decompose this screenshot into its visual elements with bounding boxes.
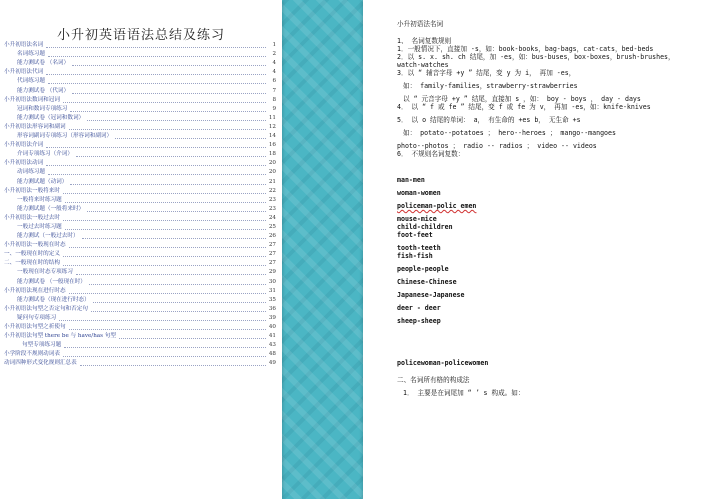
toc-entry-label: 小升初语法数词和冠词 xyxy=(4,96,60,103)
rule-line: 2．以 s. x. sh. ch 结尾，加 -es，如：bus-buses，box-boxes，brush-brushes， xyxy=(397,53,675,61)
toc-entry-label: 能力测试卷 （代词） xyxy=(17,87,70,94)
toc-leader-dots xyxy=(65,201,266,203)
toc-entry[interactable] xyxy=(4,305,276,314)
toc-leader-dots xyxy=(87,119,266,121)
toc-leader-dots xyxy=(63,192,266,194)
rule-line: 如： family-families，strawberry-strawberries xyxy=(403,82,578,90)
toc-entry-label: 小升初语法句型 there be 与 have/has 句型 xyxy=(4,333,116,340)
irregular-item: policewoman-policewomen xyxy=(397,359,489,367)
toc-leader-dots xyxy=(63,255,266,257)
irregular-item: people-people xyxy=(397,265,449,273)
toc-leader-dots xyxy=(48,55,266,57)
toc-entry-page: 31 xyxy=(268,287,276,294)
toc-leader-dots xyxy=(46,46,266,48)
irregular-item: tooth-teeth xyxy=(397,244,441,252)
toc-entry-label: 小升初语法一般现在时态 xyxy=(4,242,66,249)
irregular-item: deer - deer xyxy=(397,304,441,312)
rule-line: 3．以 “ 辅音字母 +y ” 结尾，变 y 为 i， 再加 -es， xyxy=(397,69,576,77)
toc-entry[interactable] xyxy=(4,141,276,150)
toc-entry-label: 形容词副词专项练习（形容词和副词） xyxy=(17,133,113,140)
toc-entry-label: 小升初语法一般过去时 xyxy=(4,214,60,221)
toc-entry-label: 二、一般现在时的结构 xyxy=(4,260,60,267)
toc-entry[interactable] xyxy=(4,223,276,232)
toc-leader-dots xyxy=(93,301,266,303)
toc-entry[interactable] xyxy=(4,96,276,105)
toc-entry-page: 39 xyxy=(268,314,276,321)
toc-entry[interactable] xyxy=(4,241,276,250)
toc-leader-dots xyxy=(72,92,266,94)
toc-entry[interactable] xyxy=(4,123,276,132)
rule-line: 6． 不规则名词复数： xyxy=(397,150,465,158)
toc-entry-label: 能力测试卷（现在进行时态） xyxy=(17,296,90,303)
toc-leader-dots xyxy=(76,273,266,275)
toc-entry-label: 一、一般现在时的定义 xyxy=(4,251,60,258)
toc-entry-page: 11 xyxy=(268,114,276,121)
toc-entry[interactable] xyxy=(4,132,276,141)
toc-entry-label: 能力测试卷 （名词） xyxy=(17,60,70,67)
toc-entry-page: 9 xyxy=(272,105,276,112)
toc-entry[interactable] xyxy=(4,277,276,286)
toc-entry-label: 小升初语法一般将来时 xyxy=(4,187,60,194)
toc-entry-label: 动词四种形式变化规则汇总表 xyxy=(4,360,77,367)
toc-entry-label: 冠词和数词专项练习 xyxy=(17,105,68,112)
toc-leader-dots xyxy=(82,237,266,239)
irregular-item: fish-fish xyxy=(397,252,433,260)
toc-entry-page: 20 xyxy=(268,169,276,176)
toc-entry-label: 一般将来时练习题 xyxy=(17,196,62,203)
toc-leader-dots xyxy=(69,128,266,130)
toc-entry-page: 23 xyxy=(268,196,276,203)
irregular-item: Chinese-Chinese xyxy=(397,278,457,286)
toc-leader-dots xyxy=(63,264,266,266)
toc-entry-page: 35 xyxy=(268,296,276,303)
toc-entry-page: 21 xyxy=(268,178,276,185)
toc-entry-label: 一般过去时练习题 xyxy=(17,223,62,230)
toc-leader-dots xyxy=(63,101,266,103)
toc-leader-dots xyxy=(70,110,266,112)
toc-entry-label: 小升初语法句型之否定句和否定句 xyxy=(4,305,88,312)
toc-entry-page: 49 xyxy=(268,360,276,367)
toc-entry-page: 30 xyxy=(268,278,276,285)
toc-entry-label: 小升初语法名词 xyxy=(4,42,44,49)
toc-entry-label: 小学阶段不规则动词表 xyxy=(4,351,60,358)
toc-entry-label: 能力测试题（动词） xyxy=(17,178,68,185)
toc-leader-dots xyxy=(91,310,266,312)
toc-entry-page: 40 xyxy=(268,324,276,330)
toc-leader-dots xyxy=(64,346,266,348)
toc-leader-dots xyxy=(80,364,266,366)
toc-entry[interactable] xyxy=(4,177,276,186)
toc-entry[interactable] xyxy=(4,150,276,159)
toc-leader-dots xyxy=(69,328,266,330)
toc-entry-label: 小升初语法现在进行时态 xyxy=(4,287,66,294)
content-heading: 小升初语法名词 xyxy=(397,20,444,28)
toc-entry-label: 小升初语法代词 xyxy=(4,69,44,76)
rule-line: 1．一般情况下，直接加 -s，如：book-books，bag-bags，cat-cats，bed-beds xyxy=(397,45,654,53)
toc-entry[interactable] xyxy=(4,287,276,296)
toc-entry[interactable] xyxy=(4,41,276,50)
toc-entry-page: 24 xyxy=(268,214,276,221)
toc-leader-dots xyxy=(65,228,266,230)
toc-entry[interactable] xyxy=(4,86,276,95)
rule-line: photo--photos ； radio -- radios ； video -- videos xyxy=(397,142,597,150)
toc-entry-page: 43 xyxy=(268,342,276,349)
toc-entry-page: 27 xyxy=(268,242,276,249)
toc-entry[interactable] xyxy=(4,296,276,305)
toc-leader-dots xyxy=(87,210,266,212)
toc-entry-page: 1 xyxy=(272,42,276,49)
toc-entry[interactable] xyxy=(4,114,276,123)
toc-leader-dots xyxy=(72,64,266,66)
toc-entry-label: 能力测试卷 （一般现在时） xyxy=(17,278,86,285)
toc-entry-page: 27 xyxy=(268,260,276,267)
toc-entry-label: 代词练习题 xyxy=(17,78,45,85)
toc-entry-label: 能力测试题（一般将来时） xyxy=(17,205,85,212)
toc-entry-page: 14 xyxy=(268,133,276,140)
irregular-item: sheep-sheep xyxy=(397,317,441,325)
toc-entry[interactable] xyxy=(4,77,276,86)
toc-entry[interactable] xyxy=(4,50,276,59)
toc-entry-page: 7 xyxy=(272,87,276,94)
toc-leader-dots xyxy=(46,164,266,166)
toc-entry-page: 2 xyxy=(272,51,276,58)
section-title: 1、 名词复数规则 xyxy=(397,37,452,45)
toc-entry-label: 名词练习题 xyxy=(17,51,45,58)
toc-entry[interactable] xyxy=(4,259,276,268)
toc-title: 小升初英语语法总结及练习 xyxy=(56,28,225,43)
toc-entry-label: 动词练习题 xyxy=(17,169,45,176)
toc-entry[interactable] xyxy=(4,332,276,341)
toc-leader-dots xyxy=(115,137,266,139)
toc-leader-dots xyxy=(48,173,266,175)
toc-entry-label: 小升初语法形容词和副词 xyxy=(4,123,66,130)
toc-entry-page: 23 xyxy=(268,205,276,212)
irregular-item: man-men xyxy=(397,176,425,184)
toc-entry-page: 22 xyxy=(268,187,276,194)
toc-leader-dots xyxy=(119,337,266,339)
toc-entry-page: 26 xyxy=(268,233,276,240)
toc-entry-page: 29 xyxy=(268,269,276,276)
toc-entry-page: 16 xyxy=(268,142,276,149)
toc-leader-dots xyxy=(89,283,266,285)
toc-entry-page: 27 xyxy=(268,251,276,258)
toc-entry-label: 介词专项练习（介词） xyxy=(17,151,73,158)
rule-line: watch-watches xyxy=(397,61,449,69)
toc-entry[interactable] xyxy=(4,250,276,259)
rule-line: 5． 以 o 结尾的单词： a， 有生命的 +es b， 无生命 +s xyxy=(397,116,581,124)
toc-leader-dots xyxy=(63,219,266,221)
irregular-item: mouse-mice xyxy=(397,215,437,223)
toc-entry-page: 36 xyxy=(268,305,276,312)
toc-entry-page: 12 xyxy=(268,123,276,130)
toc-entry[interactable] xyxy=(4,232,276,241)
toc-entry[interactable] xyxy=(4,196,276,205)
toc-entry[interactable] xyxy=(4,59,276,68)
toc-leader-dots xyxy=(59,319,266,321)
toc-entry[interactable] xyxy=(4,214,276,223)
irregular-item: child-children xyxy=(397,223,453,231)
toc-entry[interactable] xyxy=(4,314,276,323)
toc-leader-dots xyxy=(76,155,266,157)
toc-leader-dots xyxy=(48,82,266,84)
toc-entry-label: 疑问句专项练习 xyxy=(17,314,57,321)
toc-entry-page: 41 xyxy=(268,333,276,340)
toc-leader-dots xyxy=(69,292,266,294)
table-of-contents xyxy=(4,41,276,368)
toc-entry[interactable] xyxy=(4,105,276,114)
toc-leader-dots xyxy=(46,146,266,148)
toc-entry[interactable] xyxy=(4,359,276,368)
rule-line: 以 “ 元音字母 +y ” 结尾，直接加 s ，如： boy - boys ， day - days xyxy=(403,95,641,103)
toc-entry[interactable] xyxy=(4,268,276,277)
toc-entry[interactable] xyxy=(4,168,276,177)
toc-entry-page: 6 xyxy=(272,78,276,85)
toc-entry[interactable] xyxy=(4,159,276,168)
content-body xyxy=(397,20,715,397)
document-page-content xyxy=(363,0,721,499)
rule-line: 1． 主要是在词尾加 “ ’ s 构成。如： xyxy=(403,389,525,397)
toc-entry[interactable] xyxy=(4,350,276,359)
toc-entry-label: 句型专项练习题 xyxy=(22,342,62,349)
toc-entry[interactable] xyxy=(4,323,276,332)
toc-entry-page: 48 xyxy=(268,351,276,358)
toc-entry-label: 能力测试（一般过去时） xyxy=(17,233,79,240)
irregular-item: Japanese-Japanese xyxy=(397,291,465,299)
toc-entry-page: 25 xyxy=(268,223,276,230)
toc-entry[interactable] xyxy=(4,341,276,350)
toc-entry-page: 8 xyxy=(272,96,276,103)
toc-entry-page: 4 xyxy=(272,60,276,67)
toc-leader-dots xyxy=(70,183,266,185)
toc-entry-page: 20 xyxy=(268,160,276,167)
toc-entry[interactable] xyxy=(4,205,276,214)
toc-leader-dots xyxy=(46,73,266,75)
irregular-item: policeman-polic emen xyxy=(397,202,477,210)
toc-entry-page: 18 xyxy=(268,151,276,158)
toc-entry[interactable] xyxy=(4,68,276,77)
toc-leader-dots xyxy=(63,355,266,357)
toc-entry-label: 小升初语法动词 xyxy=(4,160,44,167)
toc-entry-label: 小升初语法介词 xyxy=(4,142,44,149)
rule-line: 如： potato--potatoes ； hero--heroes ； mango--mangoes xyxy=(403,129,616,137)
irregular-item: woman-women xyxy=(397,189,441,197)
rule-line: 4． 以 “ f 或 fe ” 结尾，变 f 或 fe 为 v， 再加 -es，如：knife-knives xyxy=(397,103,651,111)
irregular-item: foot-feet xyxy=(397,231,433,239)
toc-leader-dots xyxy=(69,246,266,248)
toc-entry[interactable] xyxy=(4,187,276,196)
section-title: 二、名词所有格的构成法 xyxy=(397,376,470,384)
toc-entry-page: 4 xyxy=(272,69,276,76)
toc-entry-label: 小升初语法句型之祈使句 xyxy=(4,324,66,330)
toc-entry-label: 能力测试卷（冠词和数词） xyxy=(17,114,85,121)
document-page-toc xyxy=(0,0,282,499)
toc-entry-label: 一般现在时态专项练习 xyxy=(17,269,73,276)
